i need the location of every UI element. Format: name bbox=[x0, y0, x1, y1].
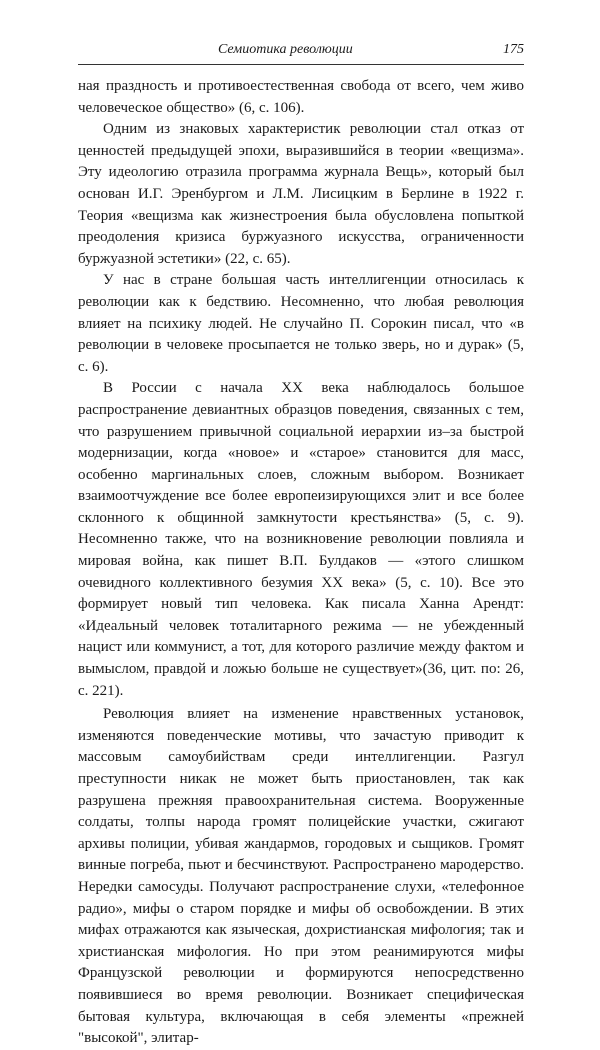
paragraph-continuation: ная праздность и противоестественная свобода от всего, чем живо человеческое общество» (6, с. 106). bbox=[78, 78, 524, 116]
paragraph: У нас в стране большая часть интеллигенции относилась к революции как к бедствию. Несомненно, что любая революция влияет на психику людей. Не случайно П. Сорокин писал, что «в революции в человеке просыпается не только зверь, но и дурак» (5, с. 6). bbox=[78, 272, 524, 375]
paragraph: Революция влияет на изменение нравственных установок, изменяются поведенческие мотивы, что зачастую приводит к массовым самоубийствам среди интеллигенции. Разгул преступности никак не может быть приостановлен, так как разрушена прежняя правоохранительная система. Вооруженные солдаты, толпы народа громят полицейские участки, сжигают архивы полиции, убивая жандармов, городовых и сыщиков. Громят винные погреба, пьют и бесчинствуют. Распространено мародерство. Нередки самосуды. Получают распространение слухи, «телефонное радио», мифы о старом порядке и мифы об освобождении. В этих мифах отражаются как языческая, дохристианская мифология; так и христианская мифология. Но при этом реанимируются мифы Французской революции и формируются непосредственно появившиеся во время революции. Возникает специфическая бытовая культура, включающая в себя элементы «прежней "высокой", элитар- bbox=[78, 706, 524, 1047]
page-number: 175 bbox=[503, 42, 524, 57]
page-header bbox=[78, 36, 524, 65]
running-title: Семиотика революции bbox=[218, 42, 353, 57]
paragraph: Одним из знаковых характеристик революции стал отказ от ценностей предыдущей эпохи, выразившийся в теории «вещизма». Эту идеологию отразила программа журнала Вещь», который был основан И.Г. Эренбургом и Л.М. Лисицким в Берлине в 1922 г. Теория «вещизма как жизнестроения была обусловлена попыткой преодоления кризиса буржуазного искусства, ограниченности буржуазной эстетики» (22, с. 65). bbox=[78, 121, 524, 267]
body-text bbox=[78, 76, 524, 1050]
paragraph: В России с начала XX века наблюдалось большое распространение девиантных образцов поведения, связанных с тем, что разрушением привычной социальной иерархии из–за быстрой модернизации, когда «новое» и «старое» становится для масс, особенно маргинальных слоев, сложным выбором. Возникает взаимоотчуждение все более европеизирующихся элит и все более склонного к общинной замкнутости крестьянства» (5, с. 9). Несомненно также, что на возникновение революции повлияла и мировая война, как пишет В.П. Булдаков — «этого слишком очевидного коллективного безумия XX века» (5, с. 10). Все это формирует новый тип человека. Как писала Ханна Арендт: «Идеальный человек тоталитарного режима — не убежденный нацист или коммунист, а тот, для которого различие между фактом и вымыслом, правдой и ложью больше не существует»(36, цит. по: 26, с. 221). bbox=[78, 380, 524, 699]
